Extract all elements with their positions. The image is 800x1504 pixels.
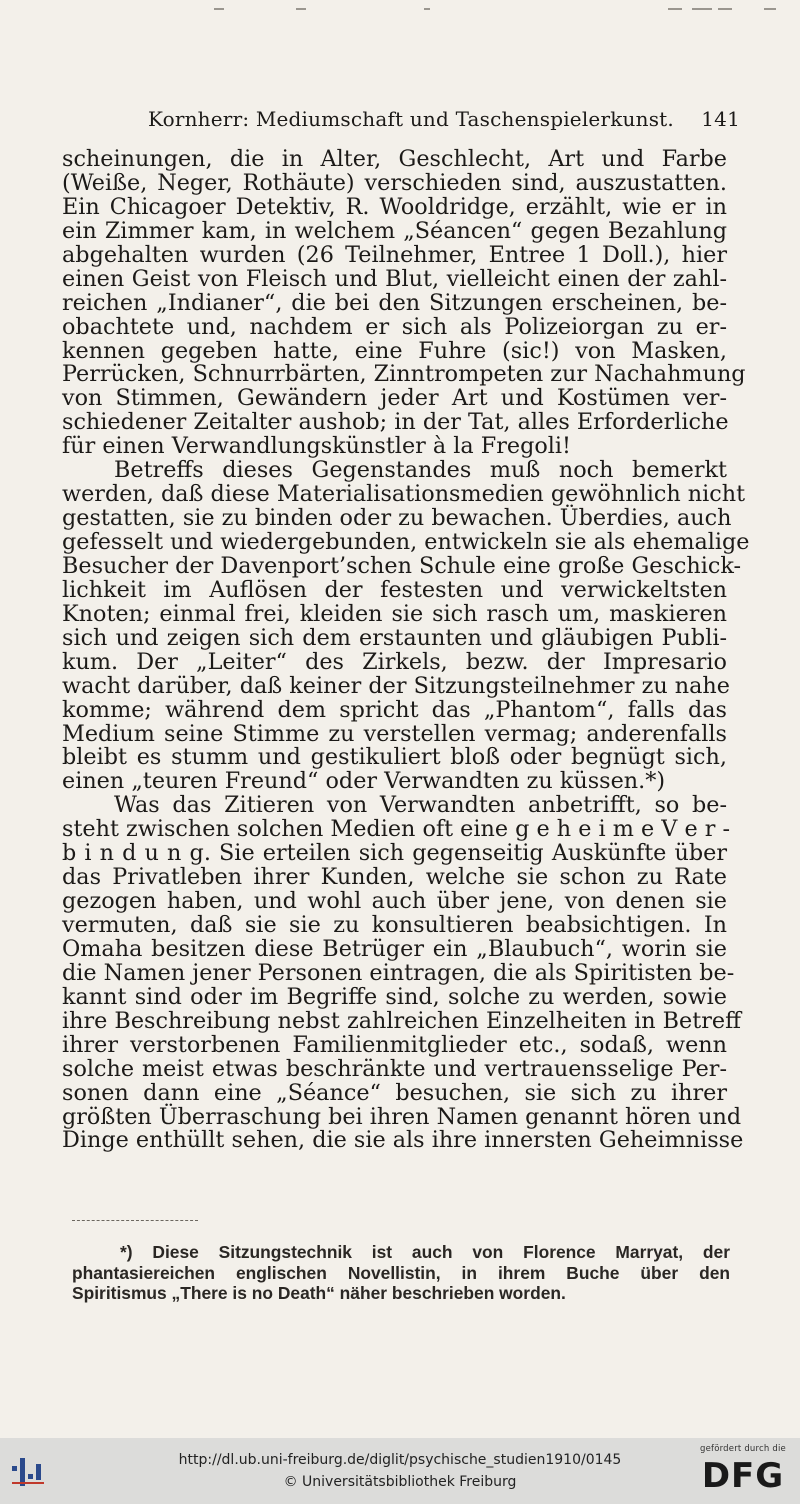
text-line: kannt sind oder im Begriffe sind, solche zu werden, sowie [62,983,727,1010]
text-line: sich und zeigen sich dem erstaunten und gläubigen Publi- [62,624,727,651]
funding-block [698,1444,788,1496]
text-line: lichkeit im Auflösen der festesten und verwickeltsten [62,576,727,603]
page-number: 141 [701,107,740,131]
running-head: Kornherr: Mediumschaft und Taschenspielerkunst. [148,107,674,131]
dfg-logo: DFG [701,1456,785,1496]
text-line: Omaha besitzen diese Betrüger ein „Blaubuch“, worin sie [62,935,727,962]
footnote-divider [72,1220,198,1221]
text-line: scheinungen, die in Alter, Geschlecht, Art und Farbe [62,146,727,172]
text-line: schiedener Zeitalter aushob; in der Tat, alles Erforderliche [62,409,729,436]
text-line: wacht darüber, daß keiner der Sitzungsteilnehmer zu nahe [62,672,730,699]
text-line: abgehalten wurden (26 Teilnehmer, Entree 1 Doll.), hier [62,241,727,268]
text-line: reichen „Indianer“, die bei den Sitzungen erscheinen, be- [62,289,727,316]
footnote-line: phantasiereichen englischen Novellistin, in ihrem Buche über den [72,1262,730,1283]
text-line: gestatten, sie zu binden oder zu bewachen. Überdies, auch [62,505,732,532]
text-line: steht zwischen solchen Medien oft eine g e h e i m e V e r - [62,816,731,843]
footnote-line: Spiritismus „There is no Death“ näher beschrieben worden. [72,1283,566,1303]
text-line: Knoten; einmal frei, kleiden sie sich rasch um, maskieren [62,600,727,627]
text-line: ihrer verstorbenen Familienmitglieder etc., sodaß, wenn [62,1031,727,1058]
text-line: Dinge enthüllt sehen, die sie als ihre innersten Geheimnisse [62,1127,744,1154]
text-line: Was das Zitieren von Verwandten anbetrifft, so be- [114,792,727,819]
text-line: ihre Beschreibung nebst zahlreichen Einzelheiten in Betreff [62,1007,741,1034]
text-line: vermuten, daß sie sie zu konsultieren beabsichtigen. In [62,912,727,938]
text-line: Besucher der Davenport’schen Schule eine große Geschick- [62,552,742,579]
text-line: für einen Verwandlungskünstler à la Fregoli! [62,433,572,460]
text-line: Betreffs dieses Gegenstandes muß noch bemerkt [114,457,727,484]
text-line: das Privatleben ihrer Kunden, welche sie schon zu Rate [62,864,727,891]
text-line: werden, daß diese Materialisationsmedien gewöhnlich nicht [62,481,746,508]
text-line: kum. Der „Leiter“ des Zirkels, bezw. der Impresario [62,648,727,675]
text-line: Perrücken, Schnurrbärten, Zinntrompeten zur Nachahmung [62,361,746,388]
footer-bar [0,1438,800,1504]
text-line: gezogen haben, und wohl auch über jene, von denen sie [62,888,727,915]
scan-top-marks [0,4,800,18]
text-line: Medium seine Stimme zu verstellen vermag; anderenfalls [62,720,727,747]
text-line: ein Zimmer kam, in welchem „Séancen“ gegen Bezahlung [62,217,727,244]
document-url[interactable]: http://dl.ub.uni-freiburg.de/diglit/psychische_studien1910/0145 [178,1452,622,1468]
text-line: b i n d u n g. Sie erteilen sich gegenseitig Auskünfte über [62,840,727,867]
funding-note: gefördert durch die [700,1444,786,1454]
text-line: einen Geist von Fleisch und Blut, vielleicht einen der zahl- [62,265,727,292]
text-line: komme; während dem spricht das „Phantom“, falls das [62,696,727,723]
copyright-notice: © Universitätsbibliothek Freiburg [283,1474,517,1490]
text-line: bleibt es stumm und gestikuliert bloß oder begnügt sich, [62,744,727,771]
text-line: gefesselt und wiedergebunden, entwickeln sie als ehemalige [62,529,750,555]
text-line: (Weiße, Neger, Rothäute) verschieden sind, auszustatten. [62,169,727,196]
text-line: größten Überraschung bei ihren Namen genannt hören und [62,1103,742,1130]
page-header [148,107,740,135]
text-line: von Stimmen, Gewändern jeder Art und Kostümen ver- [62,385,727,412]
text-line: die Namen jener Personen eintragen, die als Spiritisten be- [62,959,735,986]
text-line: sonen dann eine „Séance“ besuchen, sie sich zu ihrer [62,1079,727,1106]
text-line: obachtete und, nachdem er sich als Polizeiorgan zu er- [62,313,727,340]
footnote-line: *) Diese Sitzungstechnik ist auch von Florence Marryat, der [120,1242,730,1262]
footnote [72,1242,730,1304]
text-line: Ein Chicagoer Detektiv, R. Wooldridge, erzählt, wie er in [62,193,727,220]
body-text [62,146,750,1154]
text-line: solche meist etwas beschränkte und vertrauensselige Per- [62,1055,727,1082]
text-line: kennen gegeben hatte, eine Fuhre (sic!) von Masken, [62,337,727,364]
text-line: einen „teuren Freund“ oder Verwandten zu küssen.*) [62,768,666,795]
